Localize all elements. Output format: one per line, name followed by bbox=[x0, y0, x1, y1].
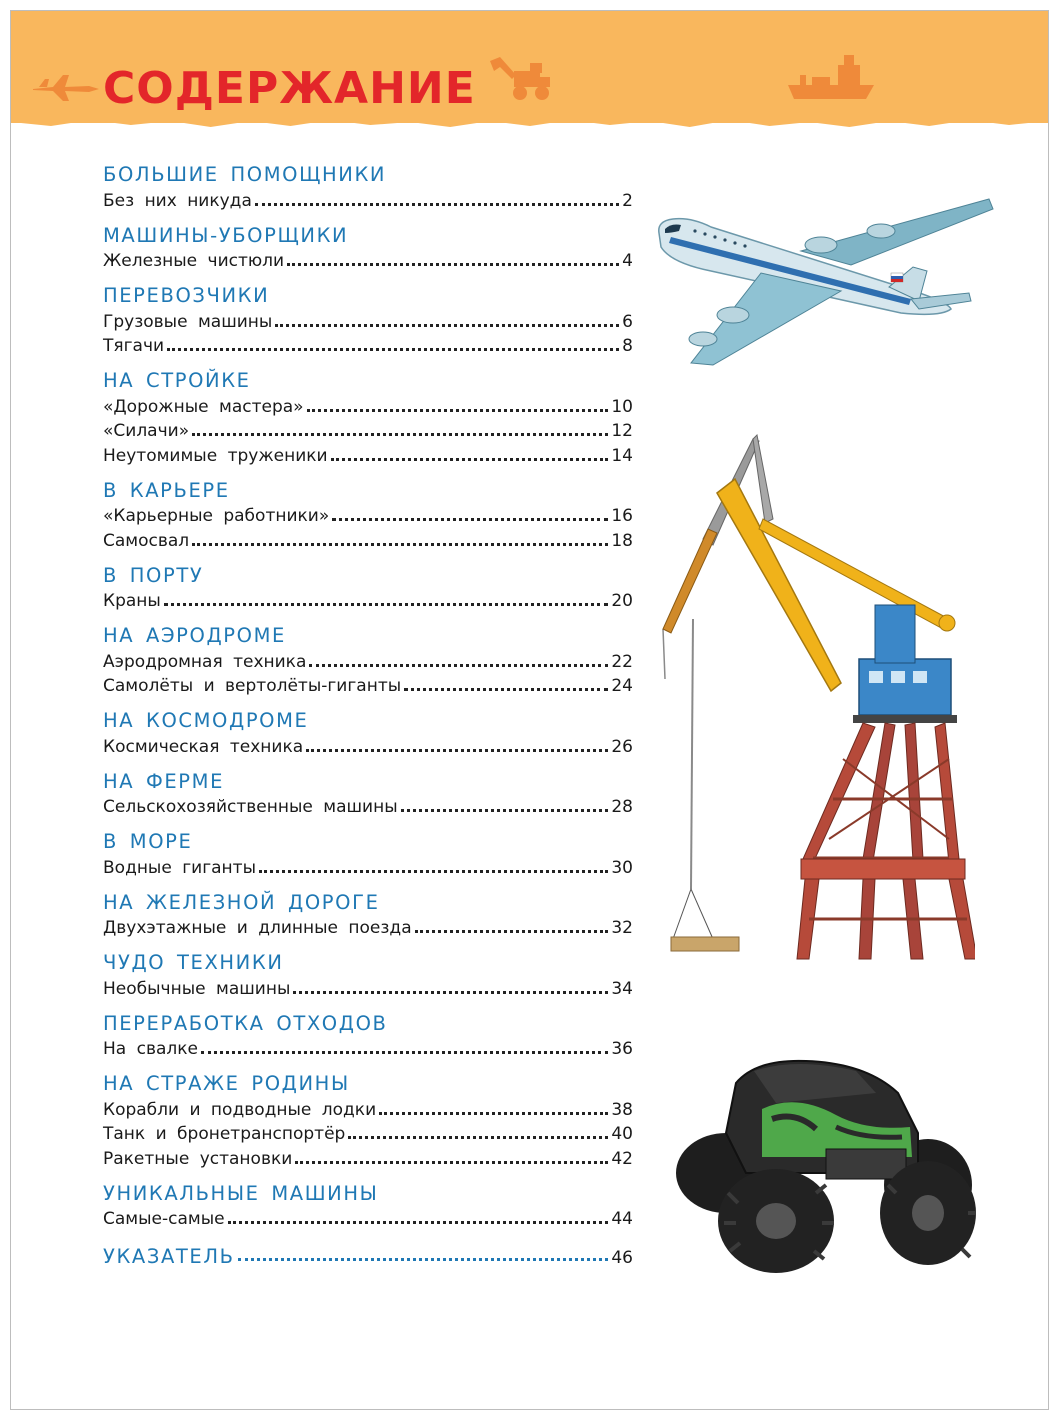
entry-label: Краны bbox=[103, 591, 161, 611]
toc-section bbox=[103, 891, 633, 940]
dot-leader bbox=[379, 1112, 608, 1115]
page-number: 10 bbox=[611, 396, 633, 417]
section-title[interactable]: НА КОСМОДРОМЕ bbox=[103, 709, 309, 732]
dot-leader bbox=[192, 543, 608, 546]
page-number: 44 bbox=[611, 1209, 633, 1229]
toc-entry[interactable] bbox=[103, 248, 633, 273]
jet-fighter-icon bbox=[31, 69, 101, 105]
toc-entry[interactable] bbox=[103, 1206, 633, 1231]
excavator-icon bbox=[486, 55, 556, 103]
dot-leader bbox=[307, 409, 609, 412]
dot-leader bbox=[201, 1051, 608, 1054]
entry-label: «Дорожные мастера» bbox=[103, 396, 304, 417]
section-title[interactable]: НА АЭРОДРОМЕ bbox=[103, 624, 286, 647]
cargo-ship-icon bbox=[786, 51, 876, 103]
toc-section bbox=[103, 479, 633, 552]
entry-label: Тягачи bbox=[103, 336, 165, 356]
toc-section bbox=[103, 284, 633, 357]
page-number: 4 bbox=[622, 251, 633, 271]
dot-leader bbox=[192, 433, 608, 436]
toc-section bbox=[103, 709, 633, 758]
page-number: 16 bbox=[611, 506, 633, 526]
entry-label: Танк и бронетранспортёр bbox=[103, 1124, 346, 1144]
page-number: 36 bbox=[611, 1039, 633, 1059]
entry-label: Железные чистюли bbox=[103, 251, 285, 271]
dot-leader bbox=[348, 1136, 608, 1139]
entry-label: Без них никуда bbox=[103, 190, 252, 211]
table-of-contents bbox=[103, 163, 633, 1268]
page-number: 26 bbox=[611, 736, 633, 757]
page-number: 8 bbox=[622, 336, 633, 356]
toc-entry[interactable] bbox=[103, 442, 633, 467]
toc-section bbox=[103, 163, 633, 212]
section-title[interactable]: БОЛЬШИЕ ПОМОЩНИКИ bbox=[103, 163, 387, 186]
toc-entry[interactable] bbox=[103, 187, 633, 212]
toc-entry[interactable] bbox=[103, 503, 633, 528]
page-number: 40 bbox=[611, 1124, 633, 1144]
page-number: 14 bbox=[611, 445, 633, 466]
toc-section bbox=[103, 1182, 633, 1231]
dot-leader bbox=[255, 203, 619, 206]
page-number: 18 bbox=[611, 530, 633, 551]
dot-leader bbox=[228, 1221, 609, 1224]
header-torn-edge bbox=[11, 115, 1048, 133]
port-crane-illustration bbox=[653, 419, 975, 985]
page-number: 34 bbox=[611, 978, 633, 999]
airplane-illustration bbox=[651, 191, 996, 371]
section-title[interactable]: НА ЖЕЛЕЗНОЙ ДОРОГЕ bbox=[103, 890, 380, 914]
section-title[interactable]: ЧУДО ТЕХНИКИ bbox=[103, 951, 284, 974]
dot-leader bbox=[404, 688, 608, 691]
index-label: УКАЗАТЕЛЬ bbox=[103, 1245, 235, 1268]
dot-leader bbox=[164, 603, 609, 606]
toc-entry[interactable] bbox=[103, 975, 633, 1000]
toc-section bbox=[103, 564, 633, 613]
section-title[interactable]: ПЕРЕРАБОТКА ОТХОДОВ bbox=[103, 1011, 388, 1035]
toc-section bbox=[103, 1012, 633, 1061]
section-title[interactable]: В МОРЕ bbox=[103, 830, 193, 853]
entry-label: Корабли и подводные лодки bbox=[103, 1099, 377, 1120]
page-number: 20 bbox=[611, 591, 633, 611]
index-entry[interactable] bbox=[103, 1242, 633, 1268]
entry-label: Водные гиганты bbox=[103, 857, 256, 878]
dot-leader bbox=[401, 809, 609, 812]
toc-section bbox=[103, 1072, 633, 1170]
page-number: 28 bbox=[611, 797, 633, 817]
page-number: 24 bbox=[611, 676, 633, 696]
toc-entry[interactable] bbox=[103, 673, 633, 698]
toc-entry[interactable] bbox=[103, 648, 633, 673]
dot-leader bbox=[309, 664, 608, 667]
dot-leader bbox=[306, 749, 608, 752]
page-number: 38 bbox=[611, 1099, 633, 1120]
dot-leader bbox=[295, 1161, 608, 1164]
toc-entry[interactable] bbox=[103, 794, 633, 819]
toc-section bbox=[103, 770, 633, 819]
toc-section bbox=[103, 369, 633, 467]
entry-label: «Силачи» bbox=[103, 421, 190, 441]
toc-entry[interactable] bbox=[103, 588, 633, 613]
section-title[interactable]: НА СТРОЙКЕ bbox=[103, 369, 251, 392]
section-title[interactable]: НА ФЕРМЕ bbox=[103, 769, 225, 793]
page-number: 30 bbox=[611, 857, 633, 878]
toc-entry[interactable] bbox=[103, 333, 633, 358]
toc-entry[interactable] bbox=[103, 393, 633, 418]
monster-truck-illustration bbox=[666, 1053, 976, 1275]
entry-label: Самосвал bbox=[103, 530, 190, 551]
toc-entry[interactable] bbox=[103, 915, 633, 940]
dot-leader bbox=[287, 263, 619, 266]
toc-entry[interactable] bbox=[103, 527, 633, 552]
section-title[interactable]: ПЕРЕВОЗЧИКИ bbox=[103, 284, 270, 307]
toc-entry[interactable] bbox=[103, 1145, 633, 1170]
page-number: 42 bbox=[611, 1148, 633, 1169]
entry-label: Самолёты и вертолёты-гиганты bbox=[103, 676, 402, 696]
page-number: 22 bbox=[611, 651, 633, 672]
dot-leader bbox=[275, 324, 619, 327]
toc-entry[interactable] bbox=[103, 733, 633, 758]
dot-leader bbox=[293, 991, 608, 994]
toc-section bbox=[103, 624, 633, 697]
entry-label: Сельскохозяйственные машины bbox=[103, 797, 398, 817]
toc-entry[interactable] bbox=[103, 418, 633, 443]
toc-entry[interactable] bbox=[103, 308, 633, 333]
entry-label: Неутомимые труженики bbox=[103, 445, 328, 466]
entry-label: Грузовые машины bbox=[103, 311, 273, 332]
page-number: 12 bbox=[611, 421, 633, 441]
page-number: 46 bbox=[611, 1248, 633, 1268]
section-title[interactable]: УНИКАЛЬНЫЕ МАШИНЫ bbox=[103, 1181, 379, 1205]
page-title: СОДЕРЖАНИЕ bbox=[103, 63, 476, 114]
toc-section bbox=[103, 224, 633, 273]
entry-label: Двухэтажные и длинные поезда bbox=[103, 918, 412, 938]
page-number: 6 bbox=[622, 311, 633, 332]
toc-section bbox=[103, 830, 633, 879]
toc-entry[interactable] bbox=[103, 1036, 633, 1061]
dot-leader bbox=[259, 870, 608, 873]
toc-entry[interactable] bbox=[103, 1096, 633, 1121]
entry-label: Ракетные установки bbox=[103, 1148, 293, 1169]
page-number: 32 bbox=[611, 918, 633, 938]
entry-label: Необычные машины bbox=[103, 978, 291, 999]
entry-label: «Карьерные работники» bbox=[103, 506, 330, 526]
section-title[interactable]: В ПОРТУ bbox=[103, 563, 204, 587]
page-number: 2 bbox=[622, 190, 633, 211]
section-title[interactable]: НА СТРАЖЕ РОДИНЫ bbox=[103, 1072, 350, 1095]
entry-label: Аэродромная техника bbox=[103, 651, 307, 672]
entry-label: Самые-самые bbox=[103, 1209, 225, 1229]
dot-leader bbox=[238, 1258, 609, 1261]
dot-leader bbox=[415, 930, 609, 933]
toc-entry[interactable] bbox=[103, 1121, 633, 1146]
entry-label: Космическая техника bbox=[103, 736, 304, 757]
dot-leader bbox=[167, 348, 619, 351]
toc-entry[interactable] bbox=[103, 854, 633, 879]
section-title[interactable]: МАШИНЫ-УБОРЩИКИ bbox=[103, 223, 349, 247]
entry-label: На свалке bbox=[103, 1039, 198, 1059]
dot-leader bbox=[332, 518, 608, 521]
section-title[interactable]: В КАРЬЕРЕ bbox=[103, 478, 230, 502]
book-page bbox=[10, 10, 1049, 1410]
dot-leader bbox=[331, 458, 609, 461]
toc-section bbox=[103, 951, 633, 1000]
